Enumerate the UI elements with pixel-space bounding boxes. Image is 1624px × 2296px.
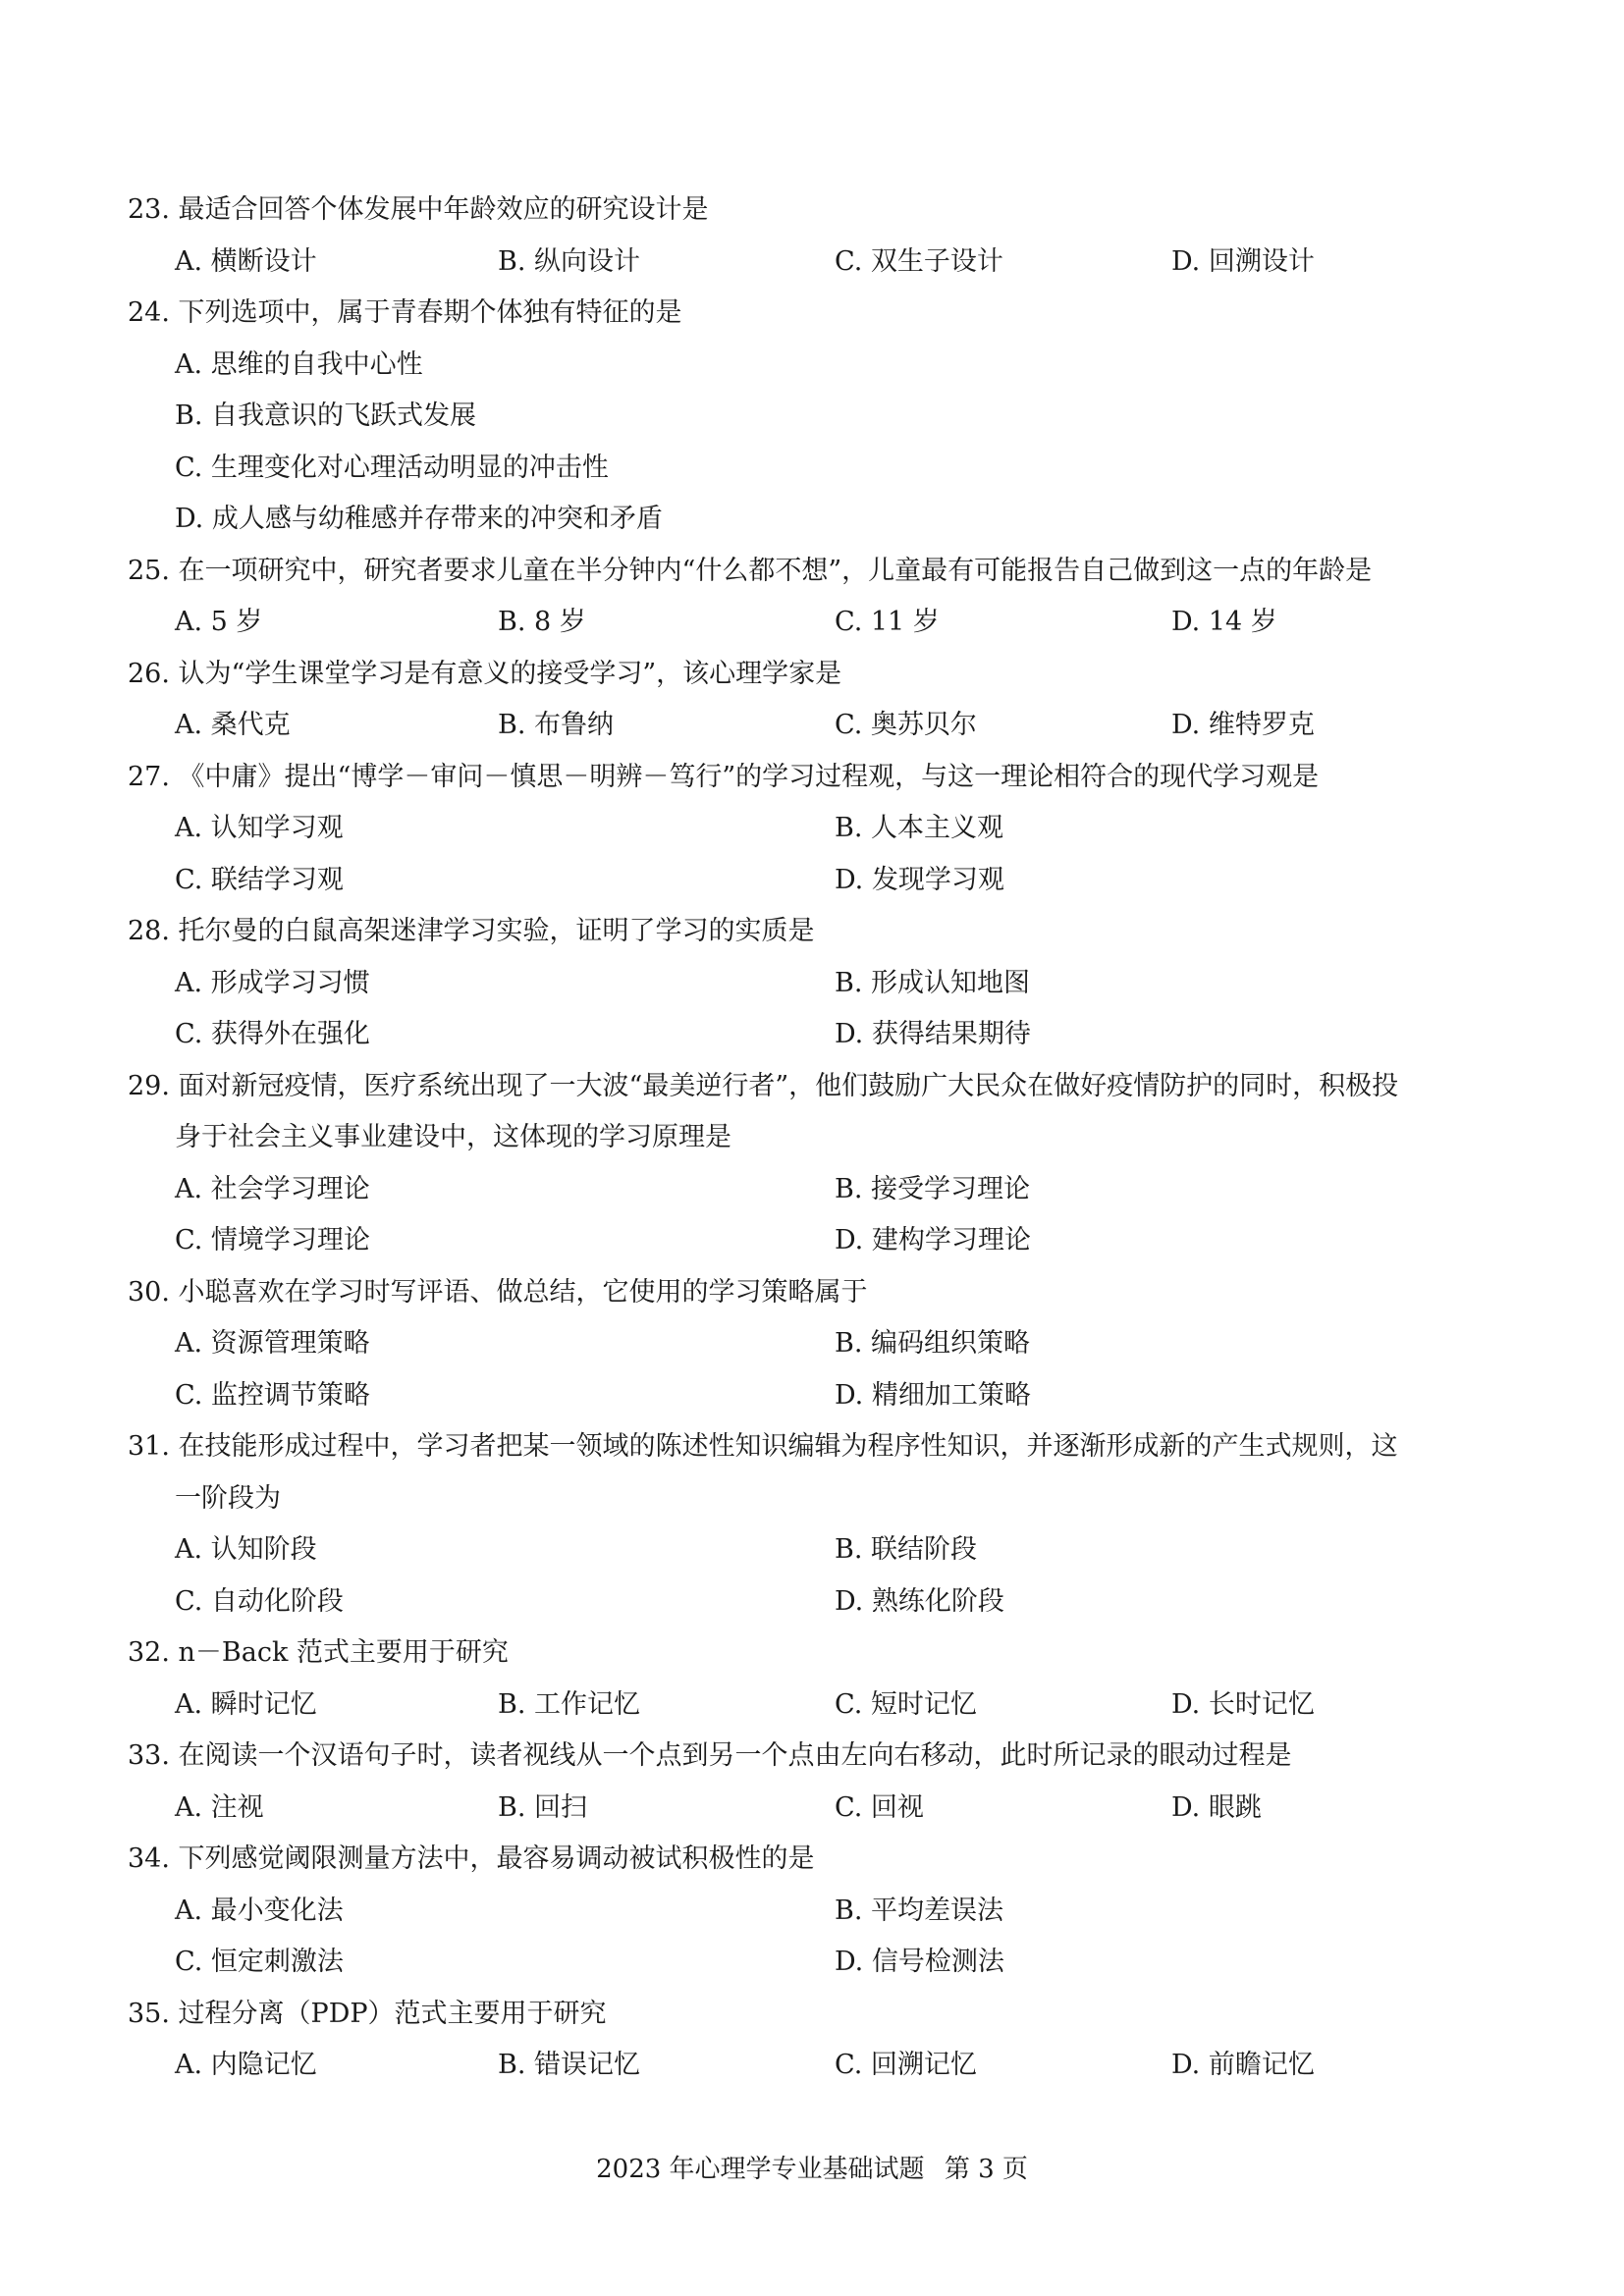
option-c: C. 奥苏贝尔 bbox=[835, 710, 977, 740]
option-row bbox=[128, 2040, 1502, 2092]
question-item bbox=[128, 1061, 1502, 1267]
option-d: D. 发现学习观 bbox=[835, 864, 1004, 895]
option-d: D. 回溯设计 bbox=[1171, 245, 1315, 277]
option-c: C. 短时记忆 bbox=[835, 1688, 977, 1720]
question-stem: 34. 下列感觉阈限测量方法中，最容易调动被试积极性的是 bbox=[128, 1843, 815, 1874]
footer-exam-title: 2023 年心理学专业基础试题 bbox=[596, 2155, 925, 2184]
option-row bbox=[128, 700, 1502, 752]
option-a: A. 横断设计 bbox=[175, 245, 317, 277]
option-a: A. 5 岁 bbox=[175, 607, 263, 637]
option-b: B. 布鲁纳 bbox=[498, 710, 615, 740]
option-b: B. 回扫 bbox=[498, 1791, 588, 1823]
question-item bbox=[128, 185, 1502, 288]
option-row bbox=[128, 237, 1502, 289]
option-b: B. 联结阶段 bbox=[835, 1534, 978, 1565]
option-row bbox=[128, 1164, 1502, 1216]
option-b: B. 8 岁 bbox=[498, 607, 586, 637]
question-list bbox=[128, 185, 1502, 2092]
option-a: A. 瞬时记忆 bbox=[175, 1688, 317, 1720]
option-b: B. 自我意识的飞跃式发展 bbox=[175, 400, 477, 431]
question-stem: 26. 认为“学生课堂学习是有意义的接受学习”，该心理学家是 bbox=[128, 658, 842, 689]
option-d: D. 成人感与幼稚感并存带来的冲突和矛盾 bbox=[175, 504, 663, 534]
option-row bbox=[128, 1937, 1502, 1989]
question-stem: 30. 小聪喜欢在学习时写评语、做总结，它使用的学习策略属于 bbox=[128, 1276, 868, 1308]
option-d: D. 长时记忆 bbox=[1171, 1688, 1315, 1720]
question-stem-continued: 一阶段为 bbox=[175, 1482, 281, 1514]
option-row bbox=[128, 1318, 1502, 1370]
option-row bbox=[128, 1783, 1502, 1835]
option-b: B. 人本主义观 bbox=[835, 813, 1004, 843]
question-stem: 24. 下列选项中，属于青春期个体独有特征的是 bbox=[128, 297, 682, 328]
question-stem: 25. 在一项研究中，研究者要求儿童在半分钟内“什么都不想”，儿童最有可能报告自己做到这一点的年龄是 bbox=[128, 555, 1373, 586]
option-a: A. 社会学习理论 bbox=[175, 1173, 370, 1204]
option-d: D. 精细加工策略 bbox=[835, 1379, 1031, 1411]
option-d: D. 14 岁 bbox=[1171, 607, 1277, 637]
footer-page-number: 第 3 页 bbox=[944, 2155, 1028, 2184]
question-stem: 32. n－Back 范式主要用于研究 bbox=[128, 1637, 509, 1668]
option-row bbox=[128, 1215, 1502, 1267]
option-row bbox=[128, 855, 1502, 907]
option-row bbox=[128, 597, 1502, 649]
question-stem-continued: 身于社会主义事业建设中，这体现的学习原理是 bbox=[175, 1122, 731, 1152]
option-a: A. 资源管理策略 bbox=[175, 1328, 370, 1359]
option-a: A. 思维的自我中心性 bbox=[175, 348, 423, 380]
question-item bbox=[128, 1421, 1502, 1628]
question-stem: 31. 在技能形成过程中，学习者把某一领域的陈述性知识编辑为程序性知识，并逐渐形成新的产生式规则，这 bbox=[128, 1431, 1398, 1462]
question-item bbox=[128, 1731, 1502, 1834]
option-row bbox=[128, 1524, 1502, 1576]
question-item bbox=[128, 546, 1502, 649]
option-d: D. 维特罗克 bbox=[1171, 710, 1315, 740]
option-row bbox=[128, 494, 1502, 546]
option-c: C. 情境学习理论 bbox=[175, 1225, 370, 1255]
option-row bbox=[128, 1009, 1502, 1061]
option-row bbox=[128, 443, 1502, 495]
option-b: B. 错误记忆 bbox=[498, 2050, 641, 2080]
question-item bbox=[128, 1267, 1502, 1422]
option-d: D. 信号检测法 bbox=[835, 1947, 1004, 1977]
option-row bbox=[128, 958, 1502, 1010]
option-c: C. 监控调节策略 bbox=[175, 1379, 370, 1411]
page-footer bbox=[0, 2152, 1624, 2187]
question-item bbox=[128, 649, 1502, 752]
option-a: A. 最小变化法 bbox=[175, 1895, 344, 1926]
option-b: B. 编码组织策略 bbox=[835, 1328, 1031, 1359]
question-stem: 27. 《中庸》提出“博学－审问－慎思－明辨－笃行”的学习过程观，与这一理论相符合的现代学习观是 bbox=[128, 761, 1320, 792]
option-b: B. 平均差误法 bbox=[835, 1895, 1004, 1926]
option-a: A. 形成学习习惯 bbox=[175, 967, 370, 998]
option-a: A. 认知阶段 bbox=[175, 1534, 317, 1565]
option-d: D. 前瞻记忆 bbox=[1171, 2050, 1315, 2080]
option-c: C. 回视 bbox=[835, 1791, 924, 1823]
question-stem: 29. 面对新冠疫情，医疗系统出现了一大波“最美逆行者”，他们鼓励广大民众在做好疫情防护的同时，积极投 bbox=[128, 1070, 1399, 1101]
option-row bbox=[128, 1886, 1502, 1938]
option-row bbox=[128, 340, 1502, 392]
option-row bbox=[128, 1370, 1502, 1422]
option-b: B. 接受学习理论 bbox=[835, 1173, 1031, 1204]
option-c: C. 双生子设计 bbox=[835, 245, 1003, 277]
option-row bbox=[128, 1680, 1502, 1732]
option-row bbox=[128, 1576, 1502, 1629]
option-d: D. 熟练化阶段 bbox=[835, 1585, 1004, 1617]
question-stem: 23. 最适合回答个体发展中年龄效应的研究设计是 bbox=[128, 194, 709, 225]
question-stem: 33. 在阅读一个汉语句子时，读者视线从一个点到另一个点由左向右移动，此时所记录的眼动过程是 bbox=[128, 1740, 1292, 1771]
option-b: B. 工作记忆 bbox=[498, 1688, 641, 1720]
option-d: D. 获得结果期待 bbox=[835, 1019, 1031, 1049]
option-a: A. 认知学习观 bbox=[175, 813, 344, 843]
option-d: D. 眼跳 bbox=[1171, 1791, 1262, 1823]
question-item bbox=[128, 906, 1502, 1061]
question-item bbox=[128, 752, 1502, 907]
question-stem: 28. 托尔曼的白鼠高架迷津学习实验，证明了学习的实质是 bbox=[128, 916, 815, 946]
option-c: C. 获得外在强化 bbox=[175, 1019, 370, 1049]
question-item bbox=[128, 1834, 1502, 1989]
question-item bbox=[128, 1989, 1502, 2092]
option-a: A. 桑代克 bbox=[175, 710, 291, 740]
option-a: A. 注视 bbox=[175, 1791, 264, 1823]
option-a: A. 内隐记忆 bbox=[175, 2050, 317, 2080]
option-row bbox=[128, 391, 1502, 443]
option-b: B. 纵向设计 bbox=[498, 245, 641, 277]
option-c: C. 回溯记忆 bbox=[835, 2050, 977, 2080]
option-c: C. 11 岁 bbox=[835, 607, 940, 637]
question-item bbox=[128, 1628, 1502, 1731]
option-c: C. 恒定刺激法 bbox=[175, 1947, 344, 1977]
question-stem: 35. 过程分离（PDP）范式主要用于研究 bbox=[128, 1998, 607, 2029]
option-c: C. 自动化阶段 bbox=[175, 1585, 344, 1617]
option-c: C. 联结学习观 bbox=[175, 864, 344, 895]
option-b: B. 形成认知地图 bbox=[835, 967, 1031, 998]
option-c: C. 生理变化对心理活动明显的冲击性 bbox=[175, 452, 609, 483]
question-item bbox=[128, 288, 1502, 546]
option-row bbox=[128, 803, 1502, 855]
option-d: D. 建构学习理论 bbox=[835, 1225, 1031, 1255]
